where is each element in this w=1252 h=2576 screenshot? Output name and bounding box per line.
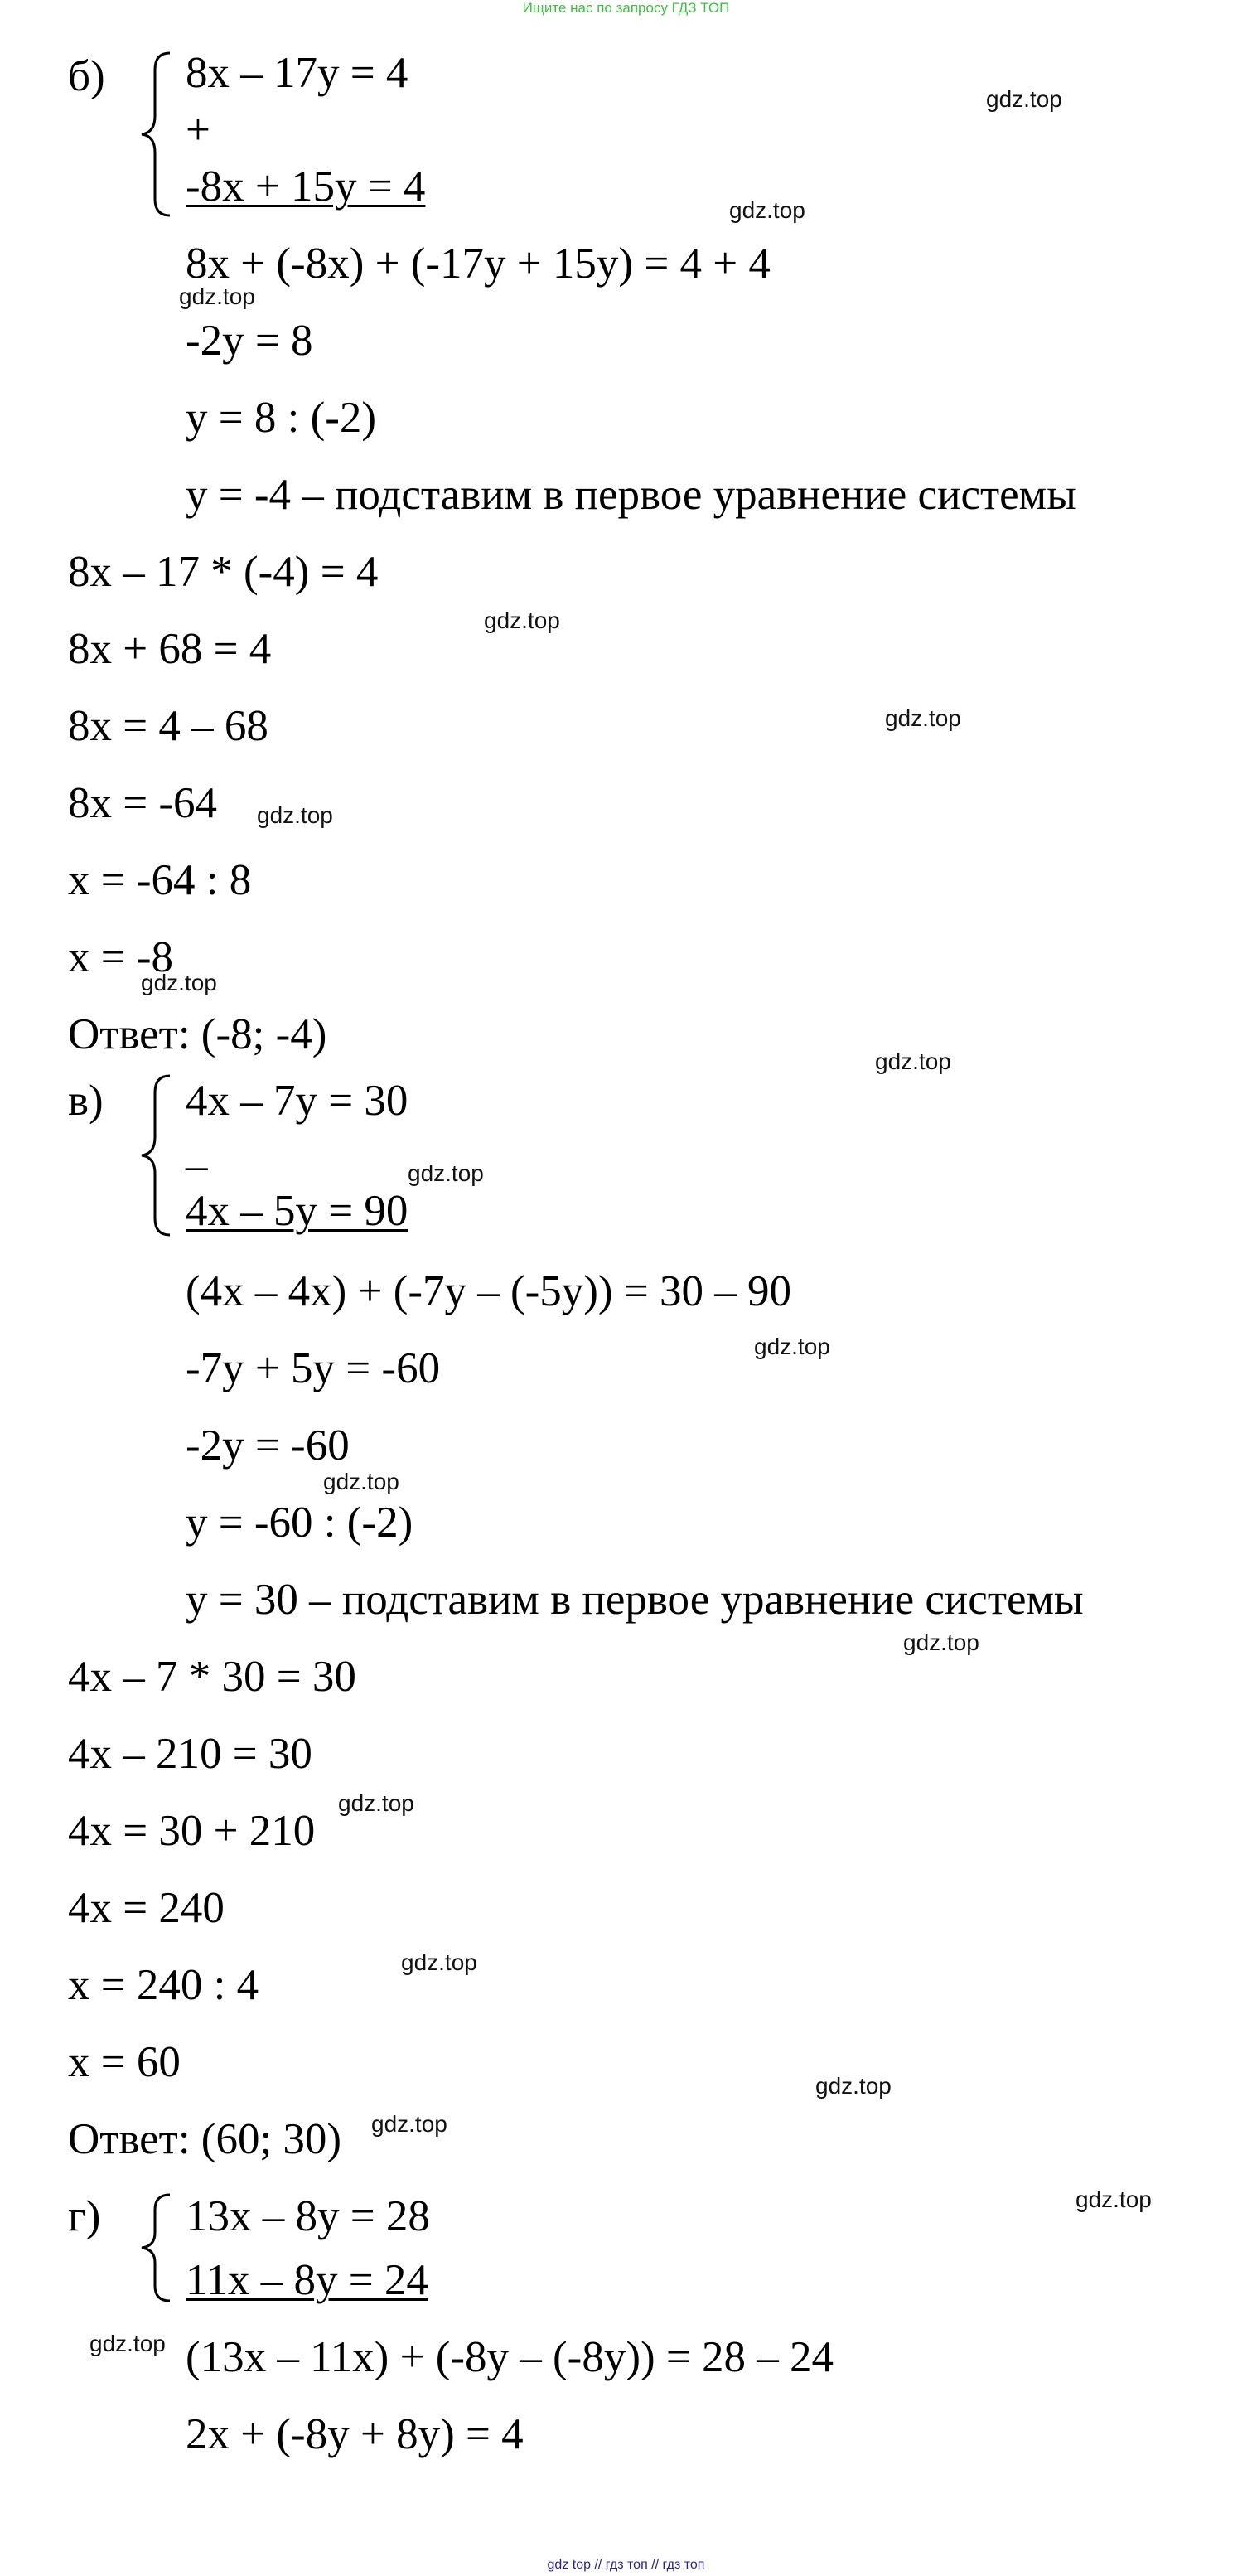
watermark: gdz.top — [179, 283, 255, 309]
watermark: gdz.top — [729, 197, 805, 223]
watermark: gdz.top — [815, 2073, 892, 2099]
watermark: gdz.top — [89, 2331, 166, 2356]
part-b-step: y = 8 : (-2) — [186, 394, 377, 442]
part-b-sub: 8x + 68 = 4 — [68, 625, 272, 673]
part-b-sub: 8x = -64 — [68, 779, 218, 827]
watermark: gdz.top — [338, 1790, 414, 1816]
part-b-brace — [145, 51, 178, 217]
part-v-step: (4x – 4x) + (-7y – (-5y)) = 30 – 90 — [186, 1267, 791, 1315]
watermark: gdz.top — [401, 1949, 477, 1975]
part-v-sub: x = 60 — [68, 2038, 181, 2086]
part-b-operator: + — [186, 106, 210, 154]
part-v-answer: Ответ: (60; 30) — [68, 2115, 342, 2163]
part-g-label: г) — [68, 2192, 101, 2240]
part-b-step: 8x + (-8x) + (-17y + 15y) = 4 + 4 — [186, 240, 771, 288]
part-v-sub: 4x – 210 = 30 — [68, 1730, 312, 1778]
part-b-step: y = -4 – подставим в первое уравнение системы — [186, 471, 1076, 519]
part-b-sub: x = -64 : 8 — [68, 856, 252, 904]
promo-header: Ищите нас по запросу ГДЗ ТОП — [522, 0, 730, 16]
part-b-answer: Ответ: (-8; -4) — [68, 1010, 327, 1058]
part-b-sub: 8x = 4 – 68 — [68, 702, 268, 750]
part-g-eq2: 11x – 8y = 24 — [186, 2256, 428, 2304]
watermark: gdz.top — [885, 705, 961, 731]
watermark: gdz.top — [257, 802, 333, 828]
part-b-label: б) — [68, 52, 105, 100]
part-v-operator: _ — [186, 1126, 208, 1174]
watermark: gdz.top — [141, 970, 217, 995]
part-g-eq1: 13x – 8y = 28 — [186, 2192, 430, 2240]
part-v-sub: 4x = 30 + 210 — [68, 1807, 316, 1855]
footer: gdz top // гдз топ // гдз топ — [547, 2558, 705, 2572]
part-b-step: -2y = 8 — [186, 317, 313, 365]
watermark: gdz.top — [986, 86, 1062, 112]
watermark: gdz.top — [408, 1160, 484, 1186]
watermark: gdz.top — [323, 1469, 399, 1494]
part-b-sub: x = -8 — [68, 933, 174, 981]
part-b-eq1: 8x – 17y = 4 — [186, 49, 408, 97]
part-v-eq1: 4x – 7y = 30 — [186, 1077, 408, 1125]
part-v-step: -2y = -60 — [186, 1421, 350, 1470]
watermark: gdz.top — [1076, 2186, 1152, 2212]
watermark: gdz.top — [484, 608, 560, 633]
watermark: gdz.top — [903, 1629, 979, 1655]
part-v-step: y = 30 – подставим в первое уравнение системы — [186, 1576, 1084, 1624]
part-b-sub: 8x – 17 * (-4) = 4 — [68, 548, 379, 596]
part-v-label: в) — [68, 1077, 104, 1125]
part-g-brace — [145, 2193, 178, 2302]
part-v-eq2: 4x – 5y = 90 — [186, 1187, 408, 1235]
part-v-brace — [145, 1074, 178, 1237]
part-v-sub: x = 240 : 4 — [68, 1961, 259, 2009]
part-b-eq2: -8x + 15y = 4 — [186, 162, 426, 211]
part-g-step: (13x – 11x) + (-8y – (-8y)) = 28 – 24 — [186, 2333, 834, 2381]
part-v-sub: 4x = 240 — [68, 1884, 225, 1932]
part-v-sub: 4x – 7 * 30 = 30 — [68, 1653, 356, 1701]
part-g-step: 2x + (-8y + 8y) = 4 — [186, 2410, 524, 2458]
watermark: gdz.top — [875, 1048, 951, 1074]
watermark: gdz.top — [754, 1334, 830, 1359]
part-v-step: y = -60 : (-2) — [186, 1499, 413, 1547]
watermark: gdz.top — [371, 2111, 447, 2137]
part-v-step: -7y + 5y = -60 — [186, 1344, 441, 1392]
